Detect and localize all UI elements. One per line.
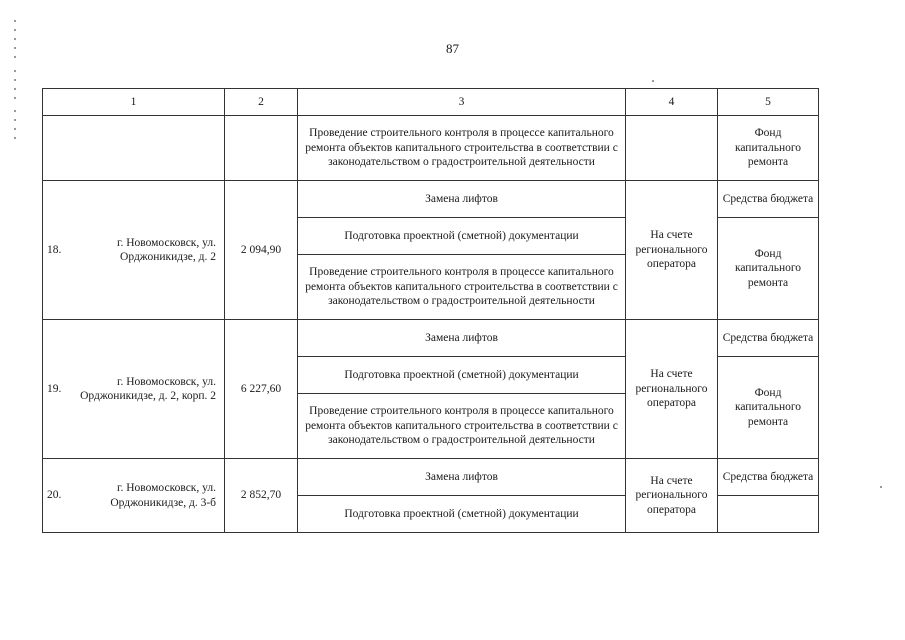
scan-speck <box>652 80 654 82</box>
area-cell: 2 094,90 <box>225 181 298 320</box>
repair-schedule-table <box>42 88 819 533</box>
work-cell: Проведение строительного контроля в процессе капитального ремонта объектов капитального строительства в соответствии с законодательством о градостроительной деятельности <box>298 255 626 320</box>
work-cell: Замена лифтов <box>298 320 626 357</box>
header-row <box>43 89 819 116</box>
page-number: 87 <box>446 41 459 56</box>
continuation-row <box>43 116 819 181</box>
scan-speck <box>880 486 882 488</box>
row-number: 18. <box>47 243 62 256</box>
empty-cell <box>626 116 718 181</box>
column-header: 5 <box>718 89 819 116</box>
empty-cell <box>225 116 298 181</box>
area-cell: 6 227,60 <box>225 320 298 459</box>
work-cell: Замена лифтов <box>298 181 626 218</box>
scan-edge-marks <box>14 70 16 100</box>
address-text: г. Новомосковск, ул. Орджоникидзе, д. 2, корп. 2 <box>80 375 216 402</box>
account-cell: На счете регионального оператора <box>626 320 718 459</box>
source-cell: Средства бюджета <box>718 459 819 496</box>
empty-cell <box>43 116 225 181</box>
table-row <box>43 320 819 357</box>
source-cell: Средства бюджета <box>718 320 819 357</box>
row-number: 19. <box>47 382 62 395</box>
address-text: г. Новомосковск, ул. Орджоникидзе, д. 2 <box>117 236 216 263</box>
column-header: 4 <box>626 89 718 116</box>
account-cell: На счете регионального оператора <box>626 181 718 320</box>
row-number: 20. <box>47 489 62 502</box>
account-cell: На счете регионального оператора <box>626 459 718 533</box>
scan-edge-marks <box>14 110 16 140</box>
address-text: г. Новомосковск, ул. Орджоникидзе, д. 3-б <box>110 482 216 509</box>
column-header: 2 <box>225 89 298 116</box>
table-row <box>43 181 819 218</box>
source-cell: Фонд капитального ремонта <box>718 357 819 459</box>
work-cell: Подготовка проектной (сметной) документации <box>298 357 626 394</box>
work-cell: Замена лифтов <box>298 459 626 496</box>
column-header: 1 <box>43 89 225 116</box>
column-header: 3 <box>298 89 626 116</box>
address-cell <box>43 459 225 533</box>
area-cell: 2 852,70 <box>225 459 298 533</box>
source-cell <box>718 496 819 533</box>
source-cell: Фонд капитального ремонта <box>718 218 819 320</box>
address-cell <box>43 320 225 459</box>
work-cell: Проведение строительного контроля в процессе капитального ремонта объектов капитального строительства в соответствии с законодательством о градостроительной деятельности <box>298 394 626 459</box>
source-cell: Средства бюджета <box>718 181 819 218</box>
source-cell: Фонд капитального ремонта <box>718 116 819 181</box>
work-cell: Проведение строительного контроля в процессе капитального ремонта объектов капитального строительства в соответствии с законодательством о градостроительной деятельности <box>298 116 626 181</box>
work-cell: Подготовка проектной (сметной) документации <box>298 496 626 533</box>
address-cell <box>43 181 225 320</box>
work-cell: Подготовка проектной (сметной) документации <box>298 218 626 255</box>
table-row <box>43 459 819 496</box>
